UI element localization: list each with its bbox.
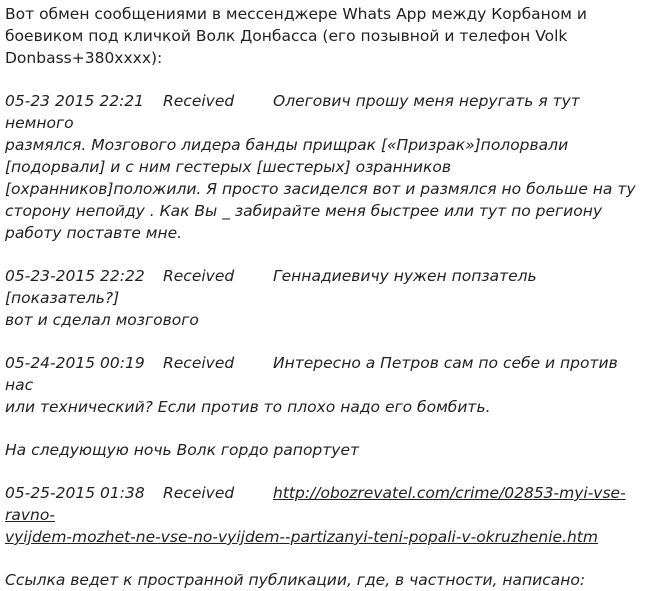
message-text-first: Олегович прошу меня неругать я тут немного [5, 92, 580, 132]
message-entry [5, 90, 647, 244]
article-body [5, 0, 647, 591]
message-status: Received [163, 92, 235, 110]
message-date: 05-23-2015 22:22 [5, 267, 145, 285]
message-date: 05-25-2015 01:38 [5, 484, 145, 502]
message-date: 05-24-2015 00:19 [5, 354, 145, 372]
message-entry [5, 352, 647, 418]
message-entry [5, 265, 647, 331]
intro-paragraph: Вот обмен сообщениями в мессенджере Whats App между Корбаном и боевиком под кличкой Волк Донбасса (его позывной и телефон Volk Donbass+380хххх): [5, 5, 587, 67]
article-link-rest[interactable]: vyijdem-mozhet-ne-vse-no-vyijdem--partizanyi-teni-popali-v-okruzhenie.htm [5, 528, 598, 546]
note-paragraph: На следующую ночь Волк гордо рапортует [5, 441, 360, 459]
message-status: Received [163, 484, 235, 502]
message-date: 05-23 2015 22:21 [5, 92, 145, 110]
message-entry-link [5, 482, 647, 548]
message-text-first: Интересно а Петров сам по себе и против нас [5, 354, 618, 394]
message-status: Received [163, 354, 235, 372]
note-paragraph: Ссылка ведет к пространной публикации, где, в частности, написано: [5, 571, 586, 589]
message-text-rest: вот и сделал мозгового [5, 311, 199, 329]
message-text-first: Геннадиевичу нужен попзатель [показатель?] [5, 267, 537, 307]
message-text-rest: размялся. Мозгового лидера банды прищрак [«Призрак»]полорвали [подорвали] и с ним гестерых [шестерых] озранников [охранников]положили. Я просто засиделся вот и размялся но больше на ту сторону непойду . Как Вы _ забирайте меня быстрее или тут по региону работу поставте мне. [5, 136, 636, 242]
message-text-rest: или технический? Если против то плохо надо его бомбить. [5, 398, 491, 416]
message-status: Received [163, 267, 235, 285]
article-link-first[interactable]: http://obozrevatel.com/crime/02853-myi-vse-ravno- [5, 484, 626, 524]
